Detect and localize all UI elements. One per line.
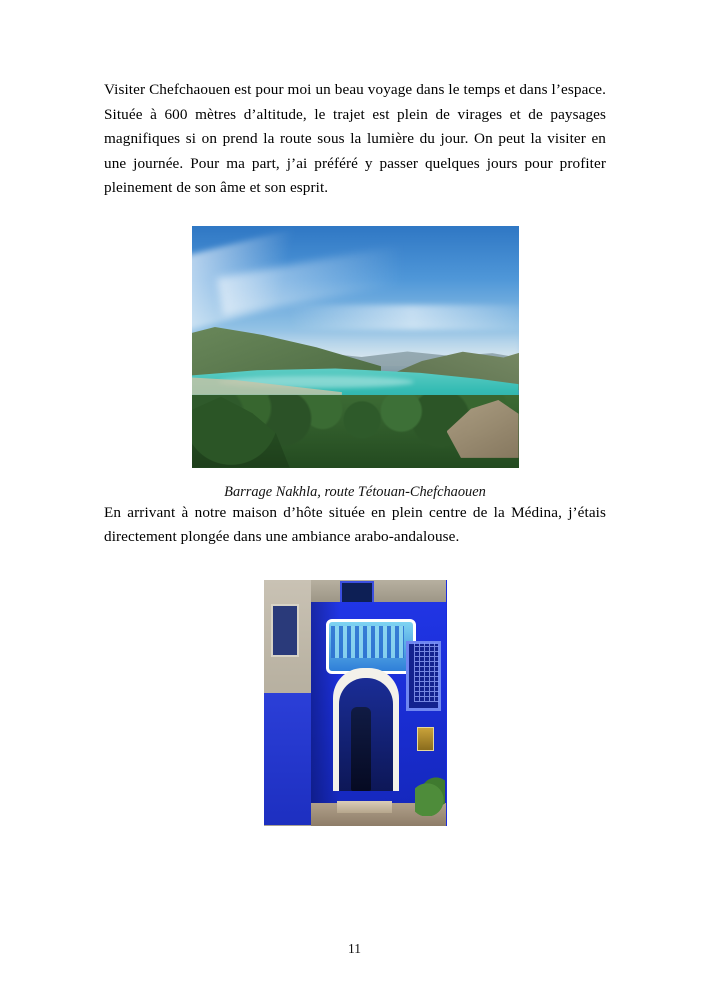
figure-caption: Barrage Nakhla, route Tétouan-Chefchaouen (224, 483, 486, 500)
figure-lake-dam (104, 226, 606, 501)
lake-dam-photo (192, 226, 519, 468)
paragraph-2: En arrivant à notre maison d’hôte située en plein centre de la Médina, j’étais directement plongée dans une ambiance arabo-andalouse. (104, 503, 606, 545)
page-number: 11 (348, 941, 361, 956)
left-wall-blue-base (264, 693, 312, 826)
arch-tilework (331, 626, 404, 658)
entry-step (337, 801, 392, 813)
figure-blue-doorway (104, 580, 606, 826)
person-silhouette (351, 707, 371, 791)
upper-facade (311, 580, 446, 602)
left-window (271, 604, 299, 657)
window-grill (414, 643, 440, 702)
cloud-streak-icon (290, 305, 519, 329)
paragraph-1: Visiter Chefchaouen est pour moi un beau voyage dans le temps et dans l’espace. Située à 600 mètres d’altitude, le trajet est plein de virages et de paysages magnifiques si on prend la route sous la lumière du jour. On peut la visiter en une journée. Pour ma part, j’ai préféré y passer quelques jours pour profiter pleinement de son âme et son esprit. (104, 81, 606, 196)
blue-doorway-photo (264, 580, 447, 826)
door-plaque (417, 727, 434, 751)
page-content (104, 78, 606, 826)
potted-plants (415, 776, 444, 815)
